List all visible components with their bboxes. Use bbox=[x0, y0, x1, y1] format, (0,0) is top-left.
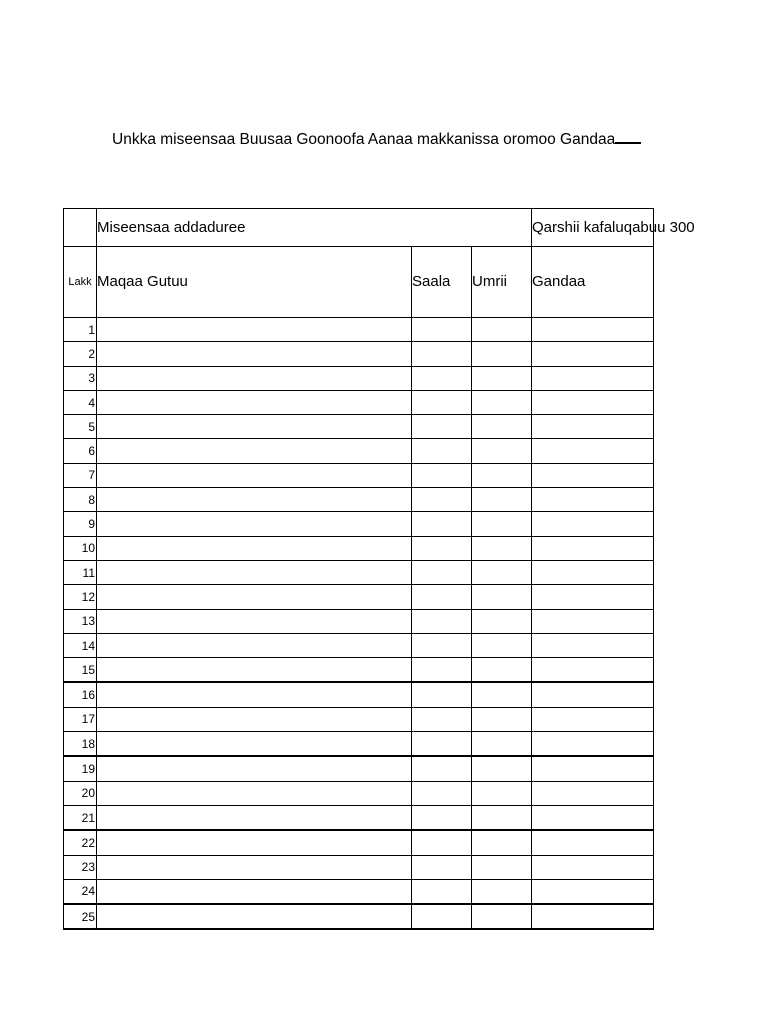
row-number: 11 bbox=[64, 560, 97, 584]
age-cell[interactable] bbox=[472, 366, 532, 390]
member-registration-table bbox=[63, 208, 695, 930]
kebele-cell[interactable] bbox=[532, 658, 654, 683]
table-column-header-row bbox=[64, 247, 654, 318]
kebele-cell[interactable] bbox=[532, 342, 654, 366]
table-row bbox=[64, 682, 654, 707]
table-row bbox=[64, 342, 654, 366]
table-row bbox=[64, 585, 654, 609]
name-cell[interactable] bbox=[97, 707, 412, 731]
name-cell[interactable] bbox=[97, 830, 412, 855]
row-number: 3 bbox=[64, 366, 97, 390]
kebele-cell[interactable] bbox=[532, 415, 654, 439]
time-cell[interactable] bbox=[412, 439, 472, 463]
time-cell[interactable] bbox=[412, 732, 472, 757]
row-number: 9 bbox=[64, 512, 97, 536]
header-empty-cell bbox=[64, 209, 97, 247]
kebele-cell[interactable] bbox=[532, 855, 654, 879]
kebele-cell[interactable] bbox=[532, 366, 654, 390]
row-number: 16 bbox=[64, 682, 97, 707]
name-cell[interactable] bbox=[97, 366, 412, 390]
kebele-cell[interactable] bbox=[532, 609, 654, 633]
column-header-kebele: Gandaa bbox=[532, 247, 654, 318]
name-cell[interactable] bbox=[97, 732, 412, 757]
name-cell[interactable] bbox=[97, 879, 412, 904]
name-cell[interactable] bbox=[97, 904, 412, 929]
age-cell[interactable] bbox=[472, 658, 532, 683]
kebele-cell[interactable] bbox=[532, 830, 654, 855]
age-cell[interactable] bbox=[472, 415, 532, 439]
kebele-cell[interactable] bbox=[532, 560, 654, 584]
group-header-payment: Qarshii kafaluqabuu 300 bbox=[532, 209, 654, 247]
kebele-cell[interactable] bbox=[532, 707, 654, 731]
age-cell[interactable] bbox=[472, 830, 532, 855]
age-cell[interactable] bbox=[472, 855, 532, 879]
kebele-cell[interactable] bbox=[532, 536, 654, 560]
time-cell[interactable] bbox=[412, 855, 472, 879]
age-cell[interactable] bbox=[472, 585, 532, 609]
table-row bbox=[64, 512, 654, 536]
name-cell[interactable] bbox=[97, 318, 412, 342]
age-cell[interactable] bbox=[472, 781, 532, 805]
table-row bbox=[64, 390, 654, 414]
time-cell[interactable] bbox=[412, 415, 472, 439]
time-cell[interactable] bbox=[412, 756, 472, 781]
row-number: 22 bbox=[64, 830, 97, 855]
name-cell[interactable] bbox=[97, 855, 412, 879]
row-number: 21 bbox=[64, 805, 97, 830]
row-number: 7 bbox=[64, 463, 97, 487]
row-number: 23 bbox=[64, 855, 97, 879]
row-number: 8 bbox=[64, 488, 97, 512]
time-cell[interactable] bbox=[412, 707, 472, 731]
table-row bbox=[64, 756, 654, 781]
row-number: 2 bbox=[64, 342, 97, 366]
time-cell[interactable] bbox=[412, 781, 472, 805]
row-number: 19 bbox=[64, 756, 97, 781]
table-row bbox=[64, 488, 654, 512]
kebele-cell[interactable] bbox=[532, 904, 654, 929]
age-cell[interactable] bbox=[472, 463, 532, 487]
age-cell[interactable] bbox=[472, 318, 532, 342]
time-cell[interactable] bbox=[412, 633, 472, 657]
kebele-cell[interactable] bbox=[532, 585, 654, 609]
row-number: 5 bbox=[64, 415, 97, 439]
time-cell[interactable] bbox=[412, 488, 472, 512]
table-row bbox=[64, 536, 654, 560]
time-cell[interactable] bbox=[412, 463, 472, 487]
table-row bbox=[64, 609, 654, 633]
table-row bbox=[64, 658, 654, 683]
time-cell[interactable] bbox=[412, 342, 472, 366]
time-cell[interactable] bbox=[412, 366, 472, 390]
column-header-number: Lakk bbox=[64, 247, 97, 318]
time-cell[interactable] bbox=[412, 658, 472, 683]
table-row bbox=[64, 879, 654, 904]
title-blank-line bbox=[615, 128, 641, 144]
age-cell[interactable] bbox=[472, 633, 532, 657]
age-cell[interactable] bbox=[472, 609, 532, 633]
name-cell[interactable] bbox=[97, 633, 412, 657]
age-cell[interactable] bbox=[472, 682, 532, 707]
kebele-cell[interactable] bbox=[532, 781, 654, 805]
row-number: 13 bbox=[64, 609, 97, 633]
age-cell[interactable] bbox=[472, 756, 532, 781]
time-cell[interactable] bbox=[412, 904, 472, 929]
time-cell[interactable] bbox=[412, 609, 472, 633]
row-number: 4 bbox=[64, 390, 97, 414]
name-cell[interactable] bbox=[97, 805, 412, 830]
age-cell[interactable] bbox=[472, 707, 532, 731]
kebele-cell[interactable] bbox=[532, 463, 654, 487]
time-cell[interactable] bbox=[412, 390, 472, 414]
row-number: 20 bbox=[64, 781, 97, 805]
row-number: 24 bbox=[64, 879, 97, 904]
name-cell[interactable] bbox=[97, 560, 412, 584]
name-cell[interactable] bbox=[97, 488, 412, 512]
table-row bbox=[64, 707, 654, 731]
kebele-cell[interactable] bbox=[532, 879, 654, 904]
table-row bbox=[64, 318, 654, 342]
row-number: 1 bbox=[64, 318, 97, 342]
row-number: 6 bbox=[64, 439, 97, 463]
column-header-name: Maqaa Gutuu bbox=[97, 247, 412, 318]
table-row bbox=[64, 633, 654, 657]
time-cell[interactable] bbox=[412, 318, 472, 342]
name-cell[interactable] bbox=[97, 342, 412, 366]
name-cell[interactable] bbox=[97, 658, 412, 683]
kebele-cell[interactable] bbox=[532, 756, 654, 781]
table-row bbox=[64, 830, 654, 855]
row-number: 15 bbox=[64, 658, 97, 683]
table-row bbox=[64, 366, 654, 390]
name-cell[interactable] bbox=[97, 781, 412, 805]
time-cell[interactable] bbox=[412, 830, 472, 855]
kebele-cell[interactable] bbox=[532, 318, 654, 342]
time-cell[interactable] bbox=[412, 560, 472, 584]
age-cell[interactable] bbox=[472, 732, 532, 757]
name-cell[interactable] bbox=[97, 609, 412, 633]
kebele-cell[interactable] bbox=[532, 682, 654, 707]
age-cell[interactable] bbox=[472, 512, 532, 536]
page-title bbox=[112, 128, 641, 150]
row-number: 12 bbox=[64, 585, 97, 609]
table-row bbox=[64, 781, 654, 805]
page-title-text: Unkka miseensaa Buusaa Goonoofa Aanaa makkanissa oromoo Gandaa bbox=[112, 131, 616, 148]
row-number: 10 bbox=[64, 536, 97, 560]
column-header-age: Umrii bbox=[472, 247, 532, 318]
age-cell[interactable] bbox=[472, 439, 532, 463]
name-cell[interactable] bbox=[97, 756, 412, 781]
kebele-cell[interactable] bbox=[532, 732, 654, 757]
age-cell[interactable] bbox=[472, 879, 532, 904]
group-header-members: Miseensaa addaduree bbox=[97, 209, 532, 247]
row-number: 18 bbox=[64, 732, 97, 757]
name-cell[interactable] bbox=[97, 463, 412, 487]
age-cell[interactable] bbox=[472, 536, 532, 560]
name-cell[interactable] bbox=[97, 415, 412, 439]
name-cell[interactable] bbox=[97, 439, 412, 463]
row-number: 25 bbox=[64, 904, 97, 929]
time-cell[interactable] bbox=[412, 805, 472, 830]
table-row bbox=[64, 904, 654, 929]
kebele-cell[interactable] bbox=[532, 390, 654, 414]
age-cell[interactable] bbox=[472, 390, 532, 414]
table-row bbox=[64, 463, 654, 487]
age-cell[interactable] bbox=[472, 904, 532, 929]
time-cell[interactable] bbox=[412, 682, 472, 707]
time-cell[interactable] bbox=[412, 585, 472, 609]
name-cell[interactable] bbox=[97, 512, 412, 536]
table-row bbox=[64, 439, 654, 463]
kebele-cell[interactable] bbox=[532, 439, 654, 463]
time-cell[interactable] bbox=[412, 879, 472, 904]
kebele-cell[interactable] bbox=[532, 512, 654, 536]
table-row bbox=[64, 560, 654, 584]
kebele-cell[interactable] bbox=[532, 805, 654, 830]
kebele-cell[interactable] bbox=[532, 488, 654, 512]
table-row bbox=[64, 855, 654, 879]
name-cell[interactable] bbox=[97, 536, 412, 560]
age-cell[interactable] bbox=[472, 805, 532, 830]
row-number: 17 bbox=[64, 707, 97, 731]
row-number: 14 bbox=[64, 633, 97, 657]
table-row bbox=[64, 732, 654, 757]
name-cell[interactable] bbox=[97, 585, 412, 609]
time-cell[interactable] bbox=[412, 512, 472, 536]
table-row bbox=[64, 415, 654, 439]
column-header-time: Saala bbox=[412, 247, 472, 318]
name-cell[interactable] bbox=[97, 682, 412, 707]
age-cell[interactable] bbox=[472, 560, 532, 584]
time-cell[interactable] bbox=[412, 536, 472, 560]
age-cell[interactable] bbox=[472, 342, 532, 366]
age-cell[interactable] bbox=[472, 488, 532, 512]
name-cell[interactable] bbox=[97, 390, 412, 414]
table-row bbox=[64, 805, 654, 830]
kebele-cell[interactable] bbox=[532, 633, 654, 657]
table-group-header-row bbox=[64, 209, 654, 247]
